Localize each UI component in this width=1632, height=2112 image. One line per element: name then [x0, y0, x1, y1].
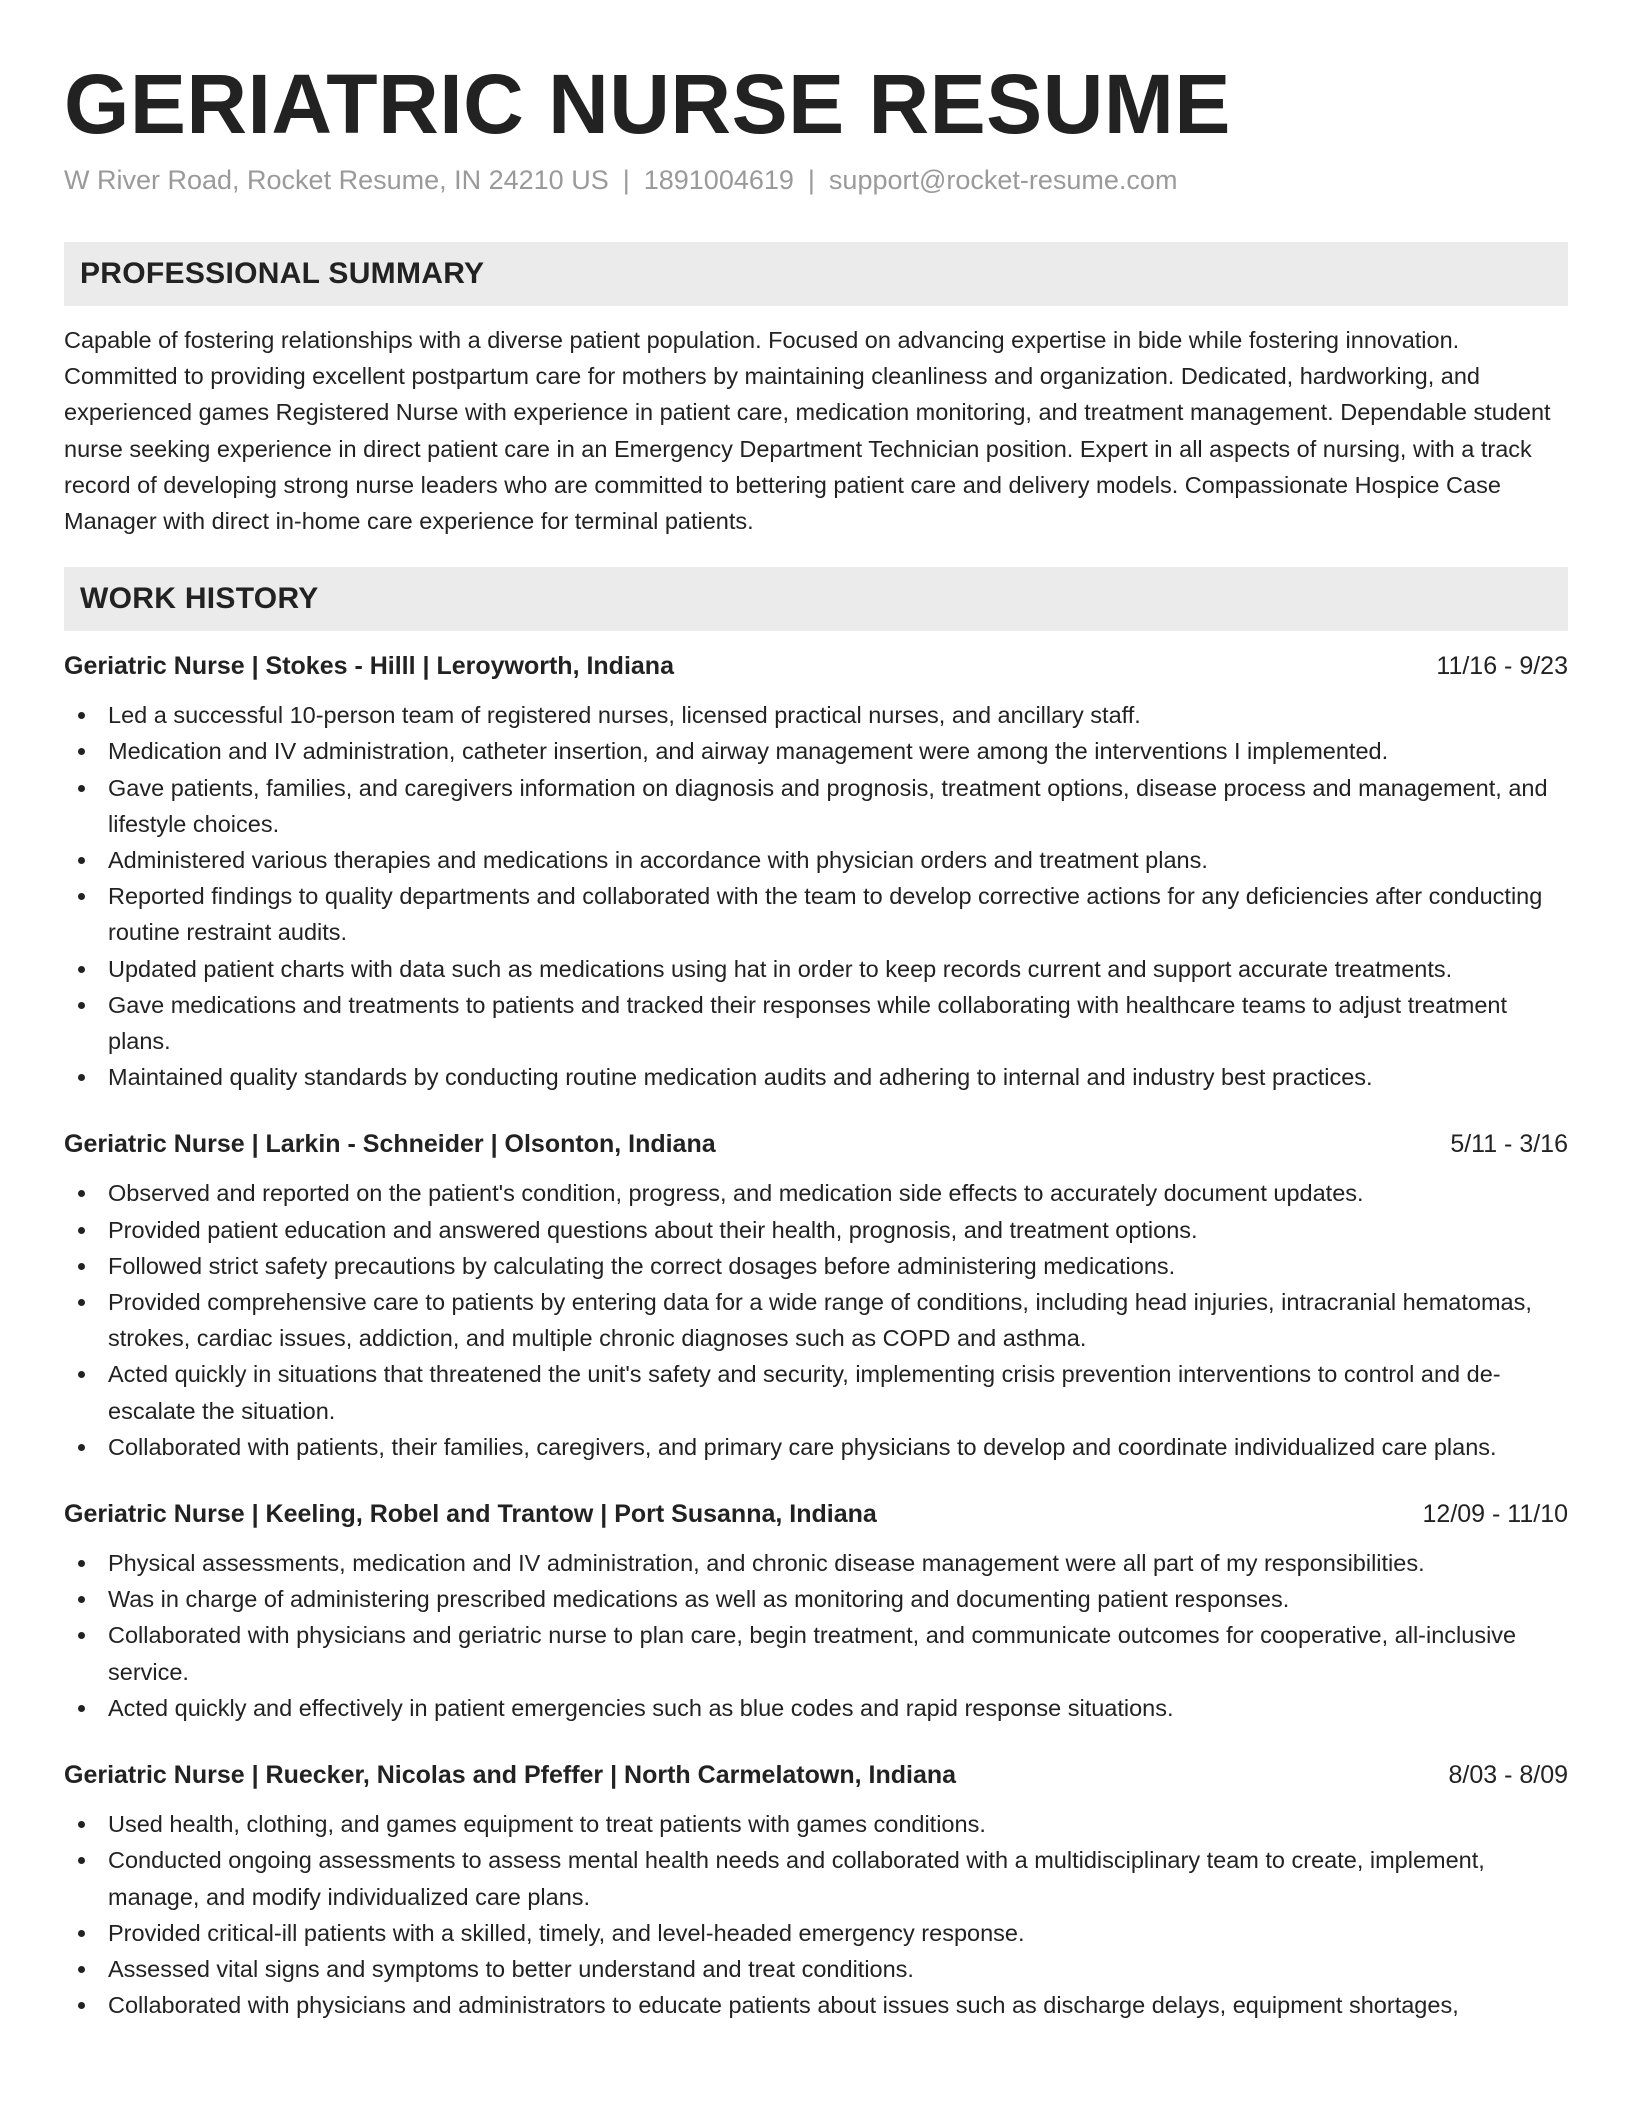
job-bullet: Used health, clothing, and games equipment to treat patients with games conditions.: [64, 1806, 1568, 1842]
job-bullet: Acted quickly and effectively in patient emergencies such as blue codes and rapid response situations.: [64, 1690, 1568, 1726]
job-bullet: Assessed vital signs and symptoms to better understand and treat conditions.: [64, 1951, 1568, 1987]
summary-text: Capable of fostering relationships with a diverse patient population. Focused on advancing expertise in bide while fostering innovation. Committed to providing excellent postpartum care for mothers by maintaining cleanliness and organization. Dedicated, hardworking, and experienced games Registered Nurse with experience in patient care, medication monitoring, and treatment management. Dependable student nurse seeking experience in direct patient care in an Emergency Department Technician position. Expert in all aspects of nursing, with a track record of developing strong nurse leaders who are committed to bettering patient care and delivery models. Compassionate Hospice Case Manager with direct in-home care experience for terminal patients.: [64, 327, 1551, 535]
job-bullet: Gave medications and treatments to patients and tracked their responses while collaborating with healthcare teams to adjust treatment plans.: [64, 987, 1568, 1059]
contact-phone: 1891004619: [643, 165, 794, 195]
job-dates: 11/16 - 9/23: [1436, 652, 1568, 681]
summary-section-header: PROFESSIONAL SUMMARY: [64, 242, 1568, 306]
job-header: [64, 1127, 1568, 1161]
job-dates: 8/03 - 8/09: [1448, 1761, 1568, 1790]
resume-page: [64, 0, 1568, 2023]
job-bullet: Acted quickly in situations that threatened the unit's safety and security, implementing crisis prevention interventions to control and de-escalate the situation.: [64, 1356, 1568, 1428]
job-entry: [64, 1497, 1568, 1726]
job-bullet: Provided patient education and answered questions about their health, prognosis, and treatment options.: [64, 1212, 1568, 1248]
job-entry: [64, 649, 1568, 1095]
contact-line: [64, 162, 1568, 198]
job-entry: [64, 1127, 1568, 1465]
job-dates: 5/11 - 3/16: [1450, 1130, 1568, 1159]
job-bullet: Updated patient charts with data such as medications using hat in order to keep records current and support accurate treatments.: [64, 951, 1568, 987]
job-bullet-list: [64, 1175, 1568, 1465]
job-bullet: Observed and reported on the patient's condition, progress, and medication side effects to accurately document updates.: [64, 1175, 1568, 1211]
job-bullet: Physical assessments, medication and IV administration, and chronic disease management were all part of my responsibilities.: [64, 1545, 1568, 1581]
job-bullet: Provided critical-ill patients with a skilled, timely, and level-headed emergency response.: [64, 1915, 1568, 1951]
job-bullet: Conducted ongoing assessments to assess mental health needs and collaborated with a multidisciplinary team to create, implement, manage, and modify individualized care plans.: [64, 1842, 1568, 1914]
job-bullet-list: [64, 1806, 1568, 2023]
job-bullet: Was in charge of administering prescribed medications as well as monitoring and documenting patient responses.: [64, 1581, 1568, 1617]
job-bullet: Provided comprehensive care to patients by entering data for a wide range of conditions, including head injuries, intracranial hematomas, strokes, cardiac issues, addiction, and multiple chronic diagnoses such as COPD and asthma.: [64, 1284, 1568, 1356]
job-bullet: Maintained quality standards by conducting routine medication audits and adhering to internal and industry best practices.: [64, 1059, 1568, 1095]
job-bullet: Led a successful 10-person team of registered nurses, licensed practical nurses, and ancillary staff.: [64, 697, 1568, 733]
job-bullet: Medication and IV administration, catheter insertion, and airway management were among the interventions I implemented.: [64, 733, 1568, 769]
job-title: Geriatric Nurse | Ruecker, Nicolas and Pfeffer | North Carmelatown, Indiana: [64, 1761, 957, 1790]
job-bullet-list: [64, 1545, 1568, 1726]
job-entry: [64, 1758, 1568, 2023]
job-bullet: Followed strict safety precautions by calculating the correct dosages before administering medications.: [64, 1248, 1568, 1284]
contact-separator: |: [622, 165, 630, 195]
job-bullet: Reported findings to quality departments and collaborated with the team to develop corrective actions for any deficiencies after conducting routine restraint audits.: [64, 878, 1568, 950]
job-bullet: Collaborated with patients, their families, caregivers, and primary care physicians to develop and coordinate individualized care plans.: [64, 1429, 1568, 1465]
job-header: [64, 1758, 1568, 1792]
contact-address: W River Road, Rocket Resume, IN 24210 US: [64, 165, 609, 195]
job-title: Geriatric Nurse | Larkin - Schneider | Olsonton, Indiana: [64, 1130, 716, 1159]
work-history-list: [64, 649, 1568, 2023]
job-dates: 12/09 - 11/10: [1422, 1500, 1568, 1529]
job-header: [64, 1497, 1568, 1531]
job-bullet-list: [64, 697, 1568, 1095]
job-bullet: Gave patients, families, and caregivers information on diagnosis and prognosis, treatment options, disease process and management, and lifestyle choices.: [64, 770, 1568, 842]
job-header: [64, 649, 1568, 683]
job-title: Geriatric Nurse | Stokes - Hilll | Leroyworth, Indiana: [64, 652, 674, 681]
contact-email: support@rocket-resume.com: [828, 165, 1178, 195]
contact-separator: |: [807, 165, 815, 195]
job-bullet: Administered various therapies and medications in accordance with physician orders and treatment plans.: [64, 842, 1568, 878]
job-title: Geriatric Nurse | Keeling, Robel and Trantow | Port Susanna, Indiana: [64, 1500, 877, 1529]
job-bullet: Collaborated with physicians and geriatric nurse to plan care, begin treatment, and communicate outcomes for cooperative, all-inclusive service.: [64, 1617, 1568, 1689]
work-history-section-header: WORK HISTORY: [64, 567, 1568, 631]
job-bullet: Collaborated with physicians and administrators to educate patients about issues such as discharge delays, equipment shortages,: [64, 1987, 1568, 2023]
resume-title: GERIATRIC NURSE RESUME: [64, 57, 1231, 151]
